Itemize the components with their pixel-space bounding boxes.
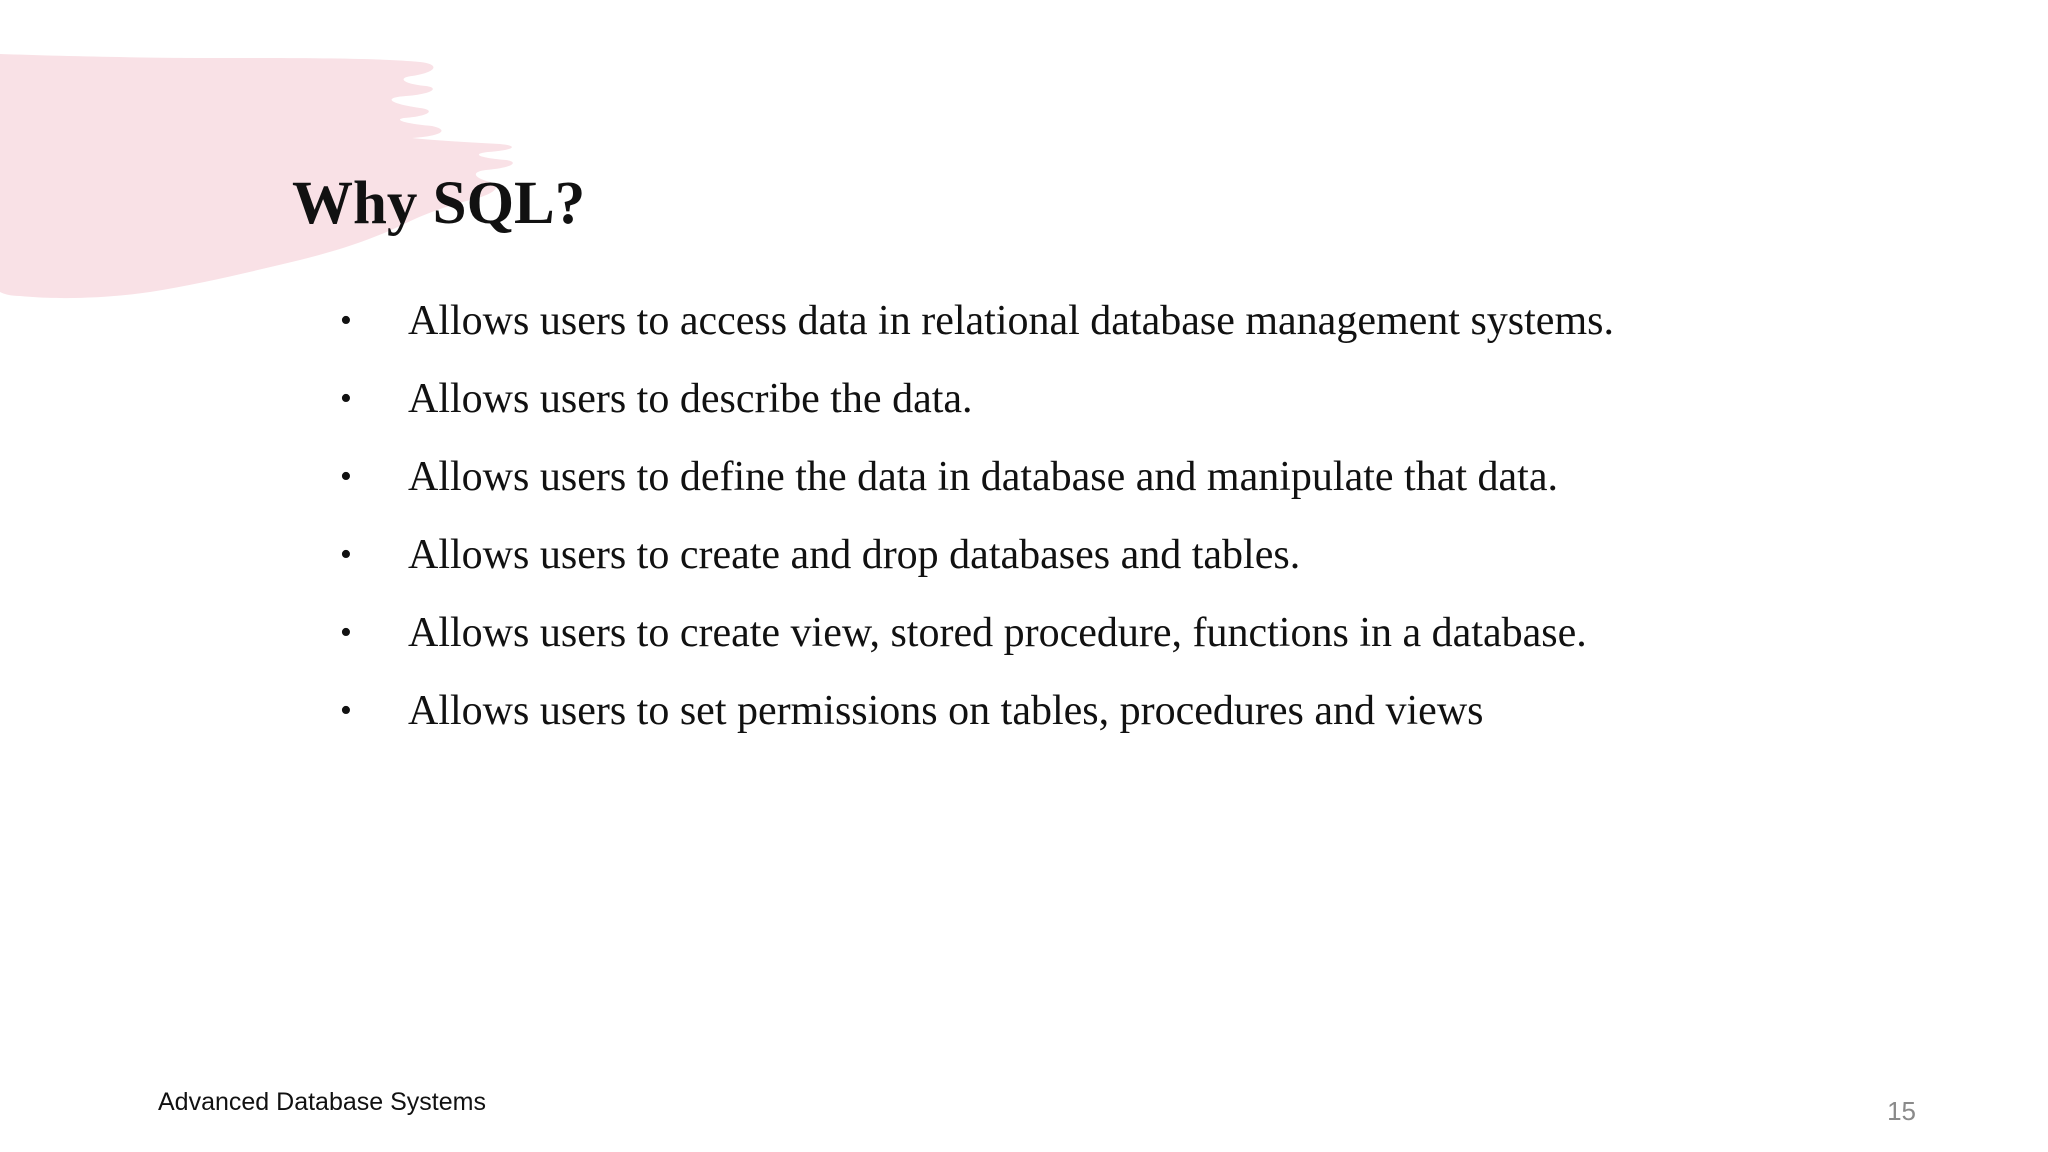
bullet-icon: • <box>340 614 352 651</box>
bullet-item <box>340 672 1614 750</box>
bullet-item <box>340 594 1614 672</box>
page-number: 15 <box>1887 1096 1916 1126</box>
bullet-text: Allows users to create view, stored procedure, functions in a database. <box>408 610 1587 656</box>
pink-brush-stroke-decoration <box>0 0 560 320</box>
bullet-icon: • <box>340 536 352 573</box>
bullet-icon: • <box>340 380 352 417</box>
bullet-item <box>340 516 1614 594</box>
footer-text: Advanced Database Systems <box>158 1088 486 1116</box>
bullet-item <box>340 438 1614 516</box>
slide-title: Why SQL? <box>292 170 586 237</box>
bullet-item <box>340 360 1614 438</box>
bullet-list <box>340 282 1614 750</box>
bullet-text: Allows users to access data in relational database management systems. <box>408 298 1614 344</box>
bullet-text: Allows users to create and drop databases and tables. <box>408 532 1301 578</box>
bullet-icon: • <box>340 302 352 339</box>
bullet-icon: • <box>340 458 352 495</box>
bullet-text: Allows users to describe the data. <box>408 376 973 422</box>
bullet-text: Allows users to set permissions on tables, procedures and views <box>408 688 1484 734</box>
bullet-item <box>340 282 1614 360</box>
bullet-icon: • <box>340 692 352 729</box>
bullet-text: Allows users to define the data in database and manipulate that data. <box>408 454 1558 500</box>
